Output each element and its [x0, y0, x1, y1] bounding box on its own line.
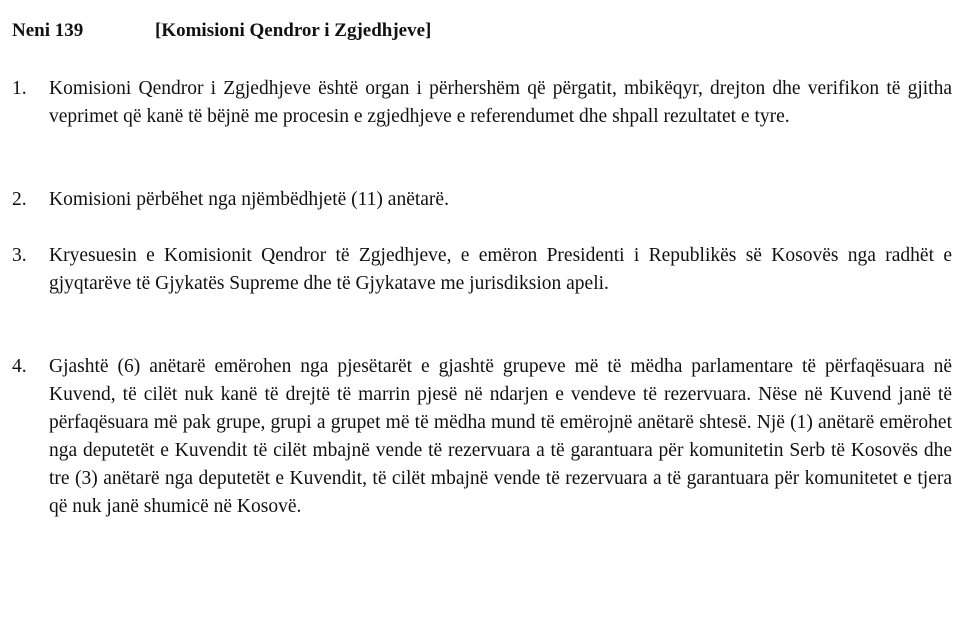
paragraph-4 — [12, 353, 952, 521]
article-heading — [12, 20, 431, 42]
paragraph-2 — [12, 186, 952, 214]
paragraph-1 — [12, 75, 952, 131]
paragraph-3 — [12, 242, 952, 298]
paragraph-text: Komisioni përbëhet nga njëmbëdhjetë (11) anëtarë. — [49, 189, 449, 210]
article-number: Neni 139 — [12, 20, 84, 41]
paragraph-text: Kryesuesin e Komisionit Qendror të Zgjedhjeve, e emëron Presidenti i Republikës së Kosovës nga radhët e gjyqtarëve të Gjykatës Supreme dhe të Gjykatave me jurisdiksion apeli. — [49, 245, 952, 294]
paragraph-number: 4. — [12, 356, 27, 377]
paragraph-number: 3. — [12, 245, 27, 266]
paragraph-text: Gjashtë (6) anëtarë emërohen nga pjesëtarët e gjashtë grupeve më të mëdha parlamentare të përfaqësuara në Kuvend, të cilët nuk kanë të drejtë të marrin pjesë në ndarjen e vendeve të rezervuara. Nëse në Kuvend janë të përfaqësuara më pak grupe, grupi a grupet më të mëdha mund të emërojnë anëtarë shtesë. Një (1) anëtarë emërohet nga deputetët e Kuvendit të cilët mbajnë vende të rezervuara a të garantuara për komunitetin Serb të Kosovës dhe tre (3) anëtarë nga deputetët e Kuvendit, të cilët mbajnë vende të rezervuara a të garantuara për komunitetet e tjera që nuk janë shumicë në Kosovë. — [49, 356, 952, 517]
paragraph-number: 1. — [12, 78, 27, 99]
article-title: [Komisioni Qendror i Zgjedhjeve] — [155, 20, 432, 41]
paragraph-number: 2. — [12, 189, 27, 210]
paragraph-text: Komisioni Qendror i Zgjedhjeve është organ i përhershëm që përgatit, mbikëqyr, drejton dhe verifikon të gjitha veprimet që kanë të bëjnë me procesin e zgjedhjeve e referendumet dhe shpall rezultatet e tyre. — [49, 78, 952, 127]
